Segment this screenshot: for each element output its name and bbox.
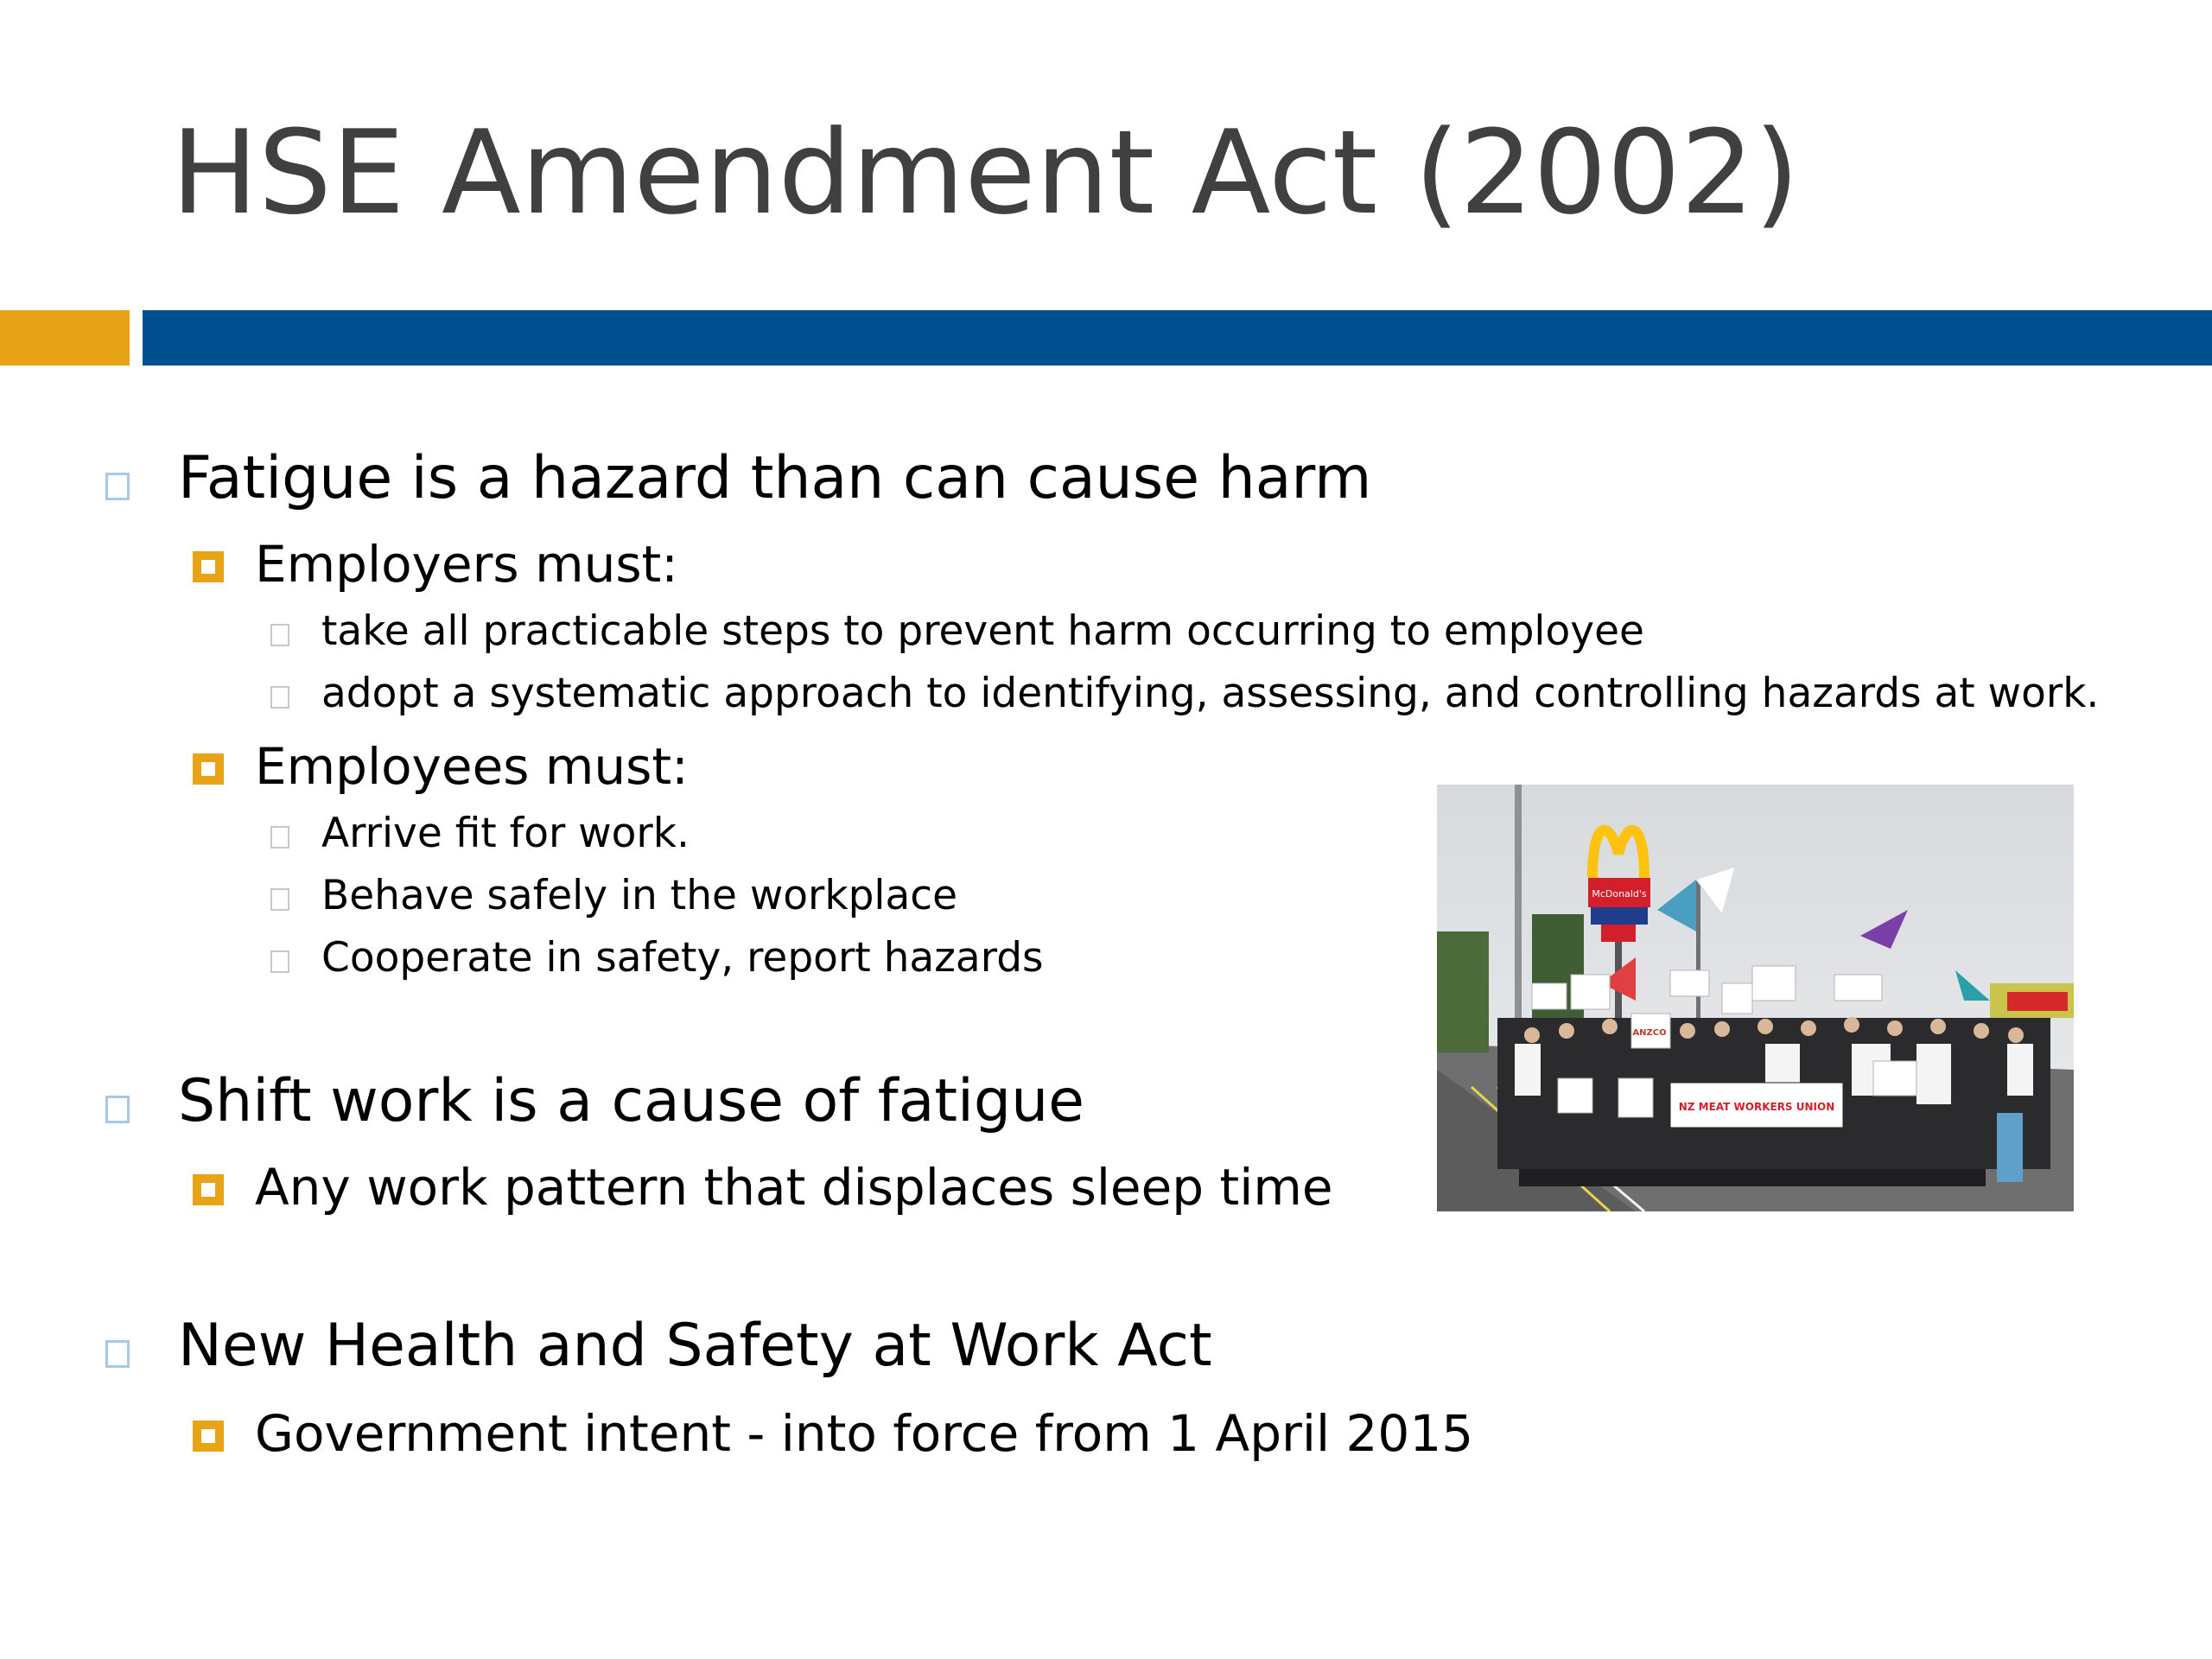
bullet-employees-item: Behave safely in the workplace — [321, 872, 958, 919]
bullet-employers-item: adopt a systematic approach to identifying, assessing, and controlling hazards at work. — [321, 670, 2100, 717]
bullet-fatigue: Fatigue is a hazard than can cause harm — [178, 444, 1372, 512]
level1-bullet-icon — [105, 1096, 130, 1123]
bullet-employers: Employers must: — [255, 535, 678, 594]
bullet-employees: Employees must: — [255, 737, 689, 796]
level2-bullet-icon — [193, 551, 224, 582]
level1-bullet-icon — [105, 1340, 130, 1368]
bullet-shift-sub: Any work pattern that displaces sleep time — [255, 1158, 1333, 1217]
level2-bullet-icon — [193, 753, 224, 785]
title-divider-bar — [143, 310, 2212, 365]
level2-bullet-icon — [193, 1174, 224, 1205]
level3-bullet-icon — [270, 888, 289, 911]
sign-text: McDonald's — [1592, 888, 1647, 899]
placard-text: ANZCO — [1632, 1028, 1667, 1038]
level3-bullet-icon — [270, 950, 289, 973]
title-accent-bar — [0, 310, 130, 365]
bullet-employees-item: Arrive fit for work. — [321, 810, 690, 857]
protest-photo — [1437, 785, 2074, 1211]
level3-bullet-icon — [270, 686, 289, 709]
level2-bullet-icon — [193, 1421, 224, 1452]
union-banner — [1670, 1083, 1843, 1128]
banner-text: NZ MEAT WORKERS UNION — [1678, 1101, 1835, 1113]
bullet-employers-item: take all practicable steps to prevent harm occurring to employee — [321, 607, 1644, 655]
level1-bullet-icon — [105, 473, 130, 500]
bullet-employees-item: Cooperate in safety, report hazards — [321, 934, 1044, 982]
level3-bullet-icon — [270, 826, 289, 849]
bullet-new-act: New Health and Safety at Work Act — [178, 1312, 1212, 1380]
slide-title: HSE Amendment Act (2002) — [171, 105, 1800, 240]
level3-bullet-icon — [270, 624, 289, 646]
bullet-new-act-sub: Government intent - into force from 1 April 2015 — [255, 1404, 1474, 1463]
bullet-shift-work: Shift work is a cause of fatigue — [178, 1067, 1085, 1135]
